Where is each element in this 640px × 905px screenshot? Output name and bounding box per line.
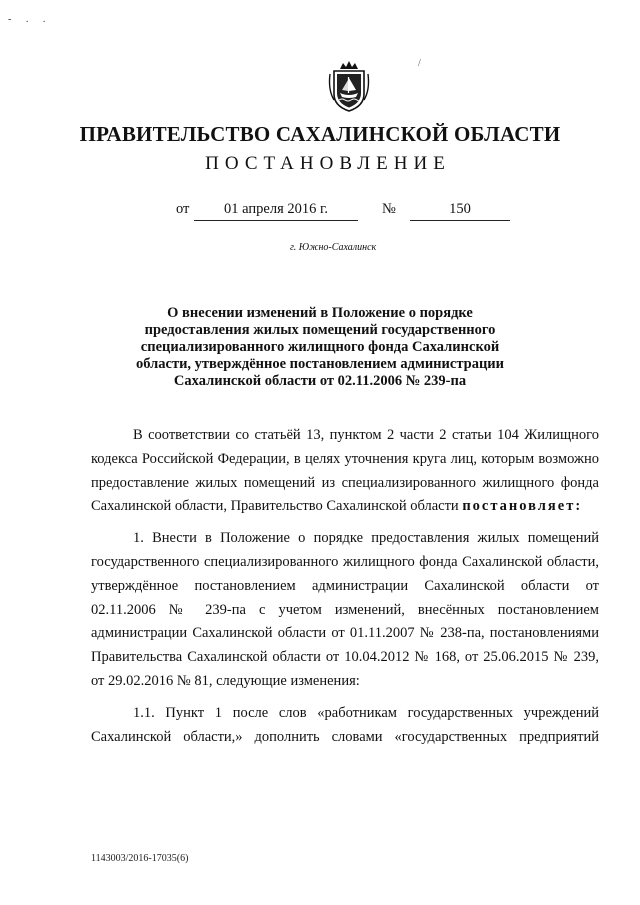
item-1-1-paragraph: 1.1. Пункт 1 после слов «работникам государственных учреждений Сахалинской области,» дополнить словами «государственных предприятий [91,704,599,745]
item-1-paragraph: 1. Внести в Положение о порядке предоставления жилых помещений государственного специализированного жилищного фонда Сахалинской области, утверждённое постановлением администрации Сахалинской области от 02.11.2006 № 239-па с учетом изменений, внесённых постановлением администрации Сахалинской области от 01.11.2007 № 238-па, постановлениями Правительства Сахалинской области от 10.04.2012 № 168, от 25.06.2015 № 239, от 29.02.2016 № 81, следующие изменения: [91,530,599,689]
document-subject-title: О внесении изменений в Положение о порядке предоставления жилых помещений государственного специализированного жилищного фонда Сахалинской области, утверждённое постановлением администрации Сахалинской области от 02.11.2006 № 239-па [135,305,505,389]
stray-pen-mark: / [418,58,421,69]
document-registry-code: 1143003/2016-17035(6) [91,853,189,864]
preamble-paragraph [91,424,599,519]
registration-line [0,201,640,225]
government-title: ПРАВИТЕЛЬСТВО САХАЛИНСКОЙ ОБЛАСТИ [79,122,561,146]
sakhalin-coat-of-arms-icon [326,60,372,112]
document-body [91,424,599,749]
document-type: ПОСТАНОВЛЕНИЕ [205,153,451,174]
city-name: г. Южно-Сахалинск [290,242,377,253]
preamble-text: В соответствии со статьёй 13, пунктом 2 части 2 статьи 104 Жилищного кодекса Российской Федерации, в целях уточнения круга лиц, которым возможно предоставление жилых помещений из специализированного жилищного фонда Сахалинской области, Правительство Сахалинской области [91,427,599,515]
resolution-verb: постановляет: [462,498,583,515]
date-prefix-label: от [176,201,190,217]
document-date: 01 апреля 2016 г. [194,201,358,221]
scan-corner-marks: - . . [8,14,52,25]
document-number: 150 [410,201,510,221]
number-sign-label: № [382,201,396,217]
